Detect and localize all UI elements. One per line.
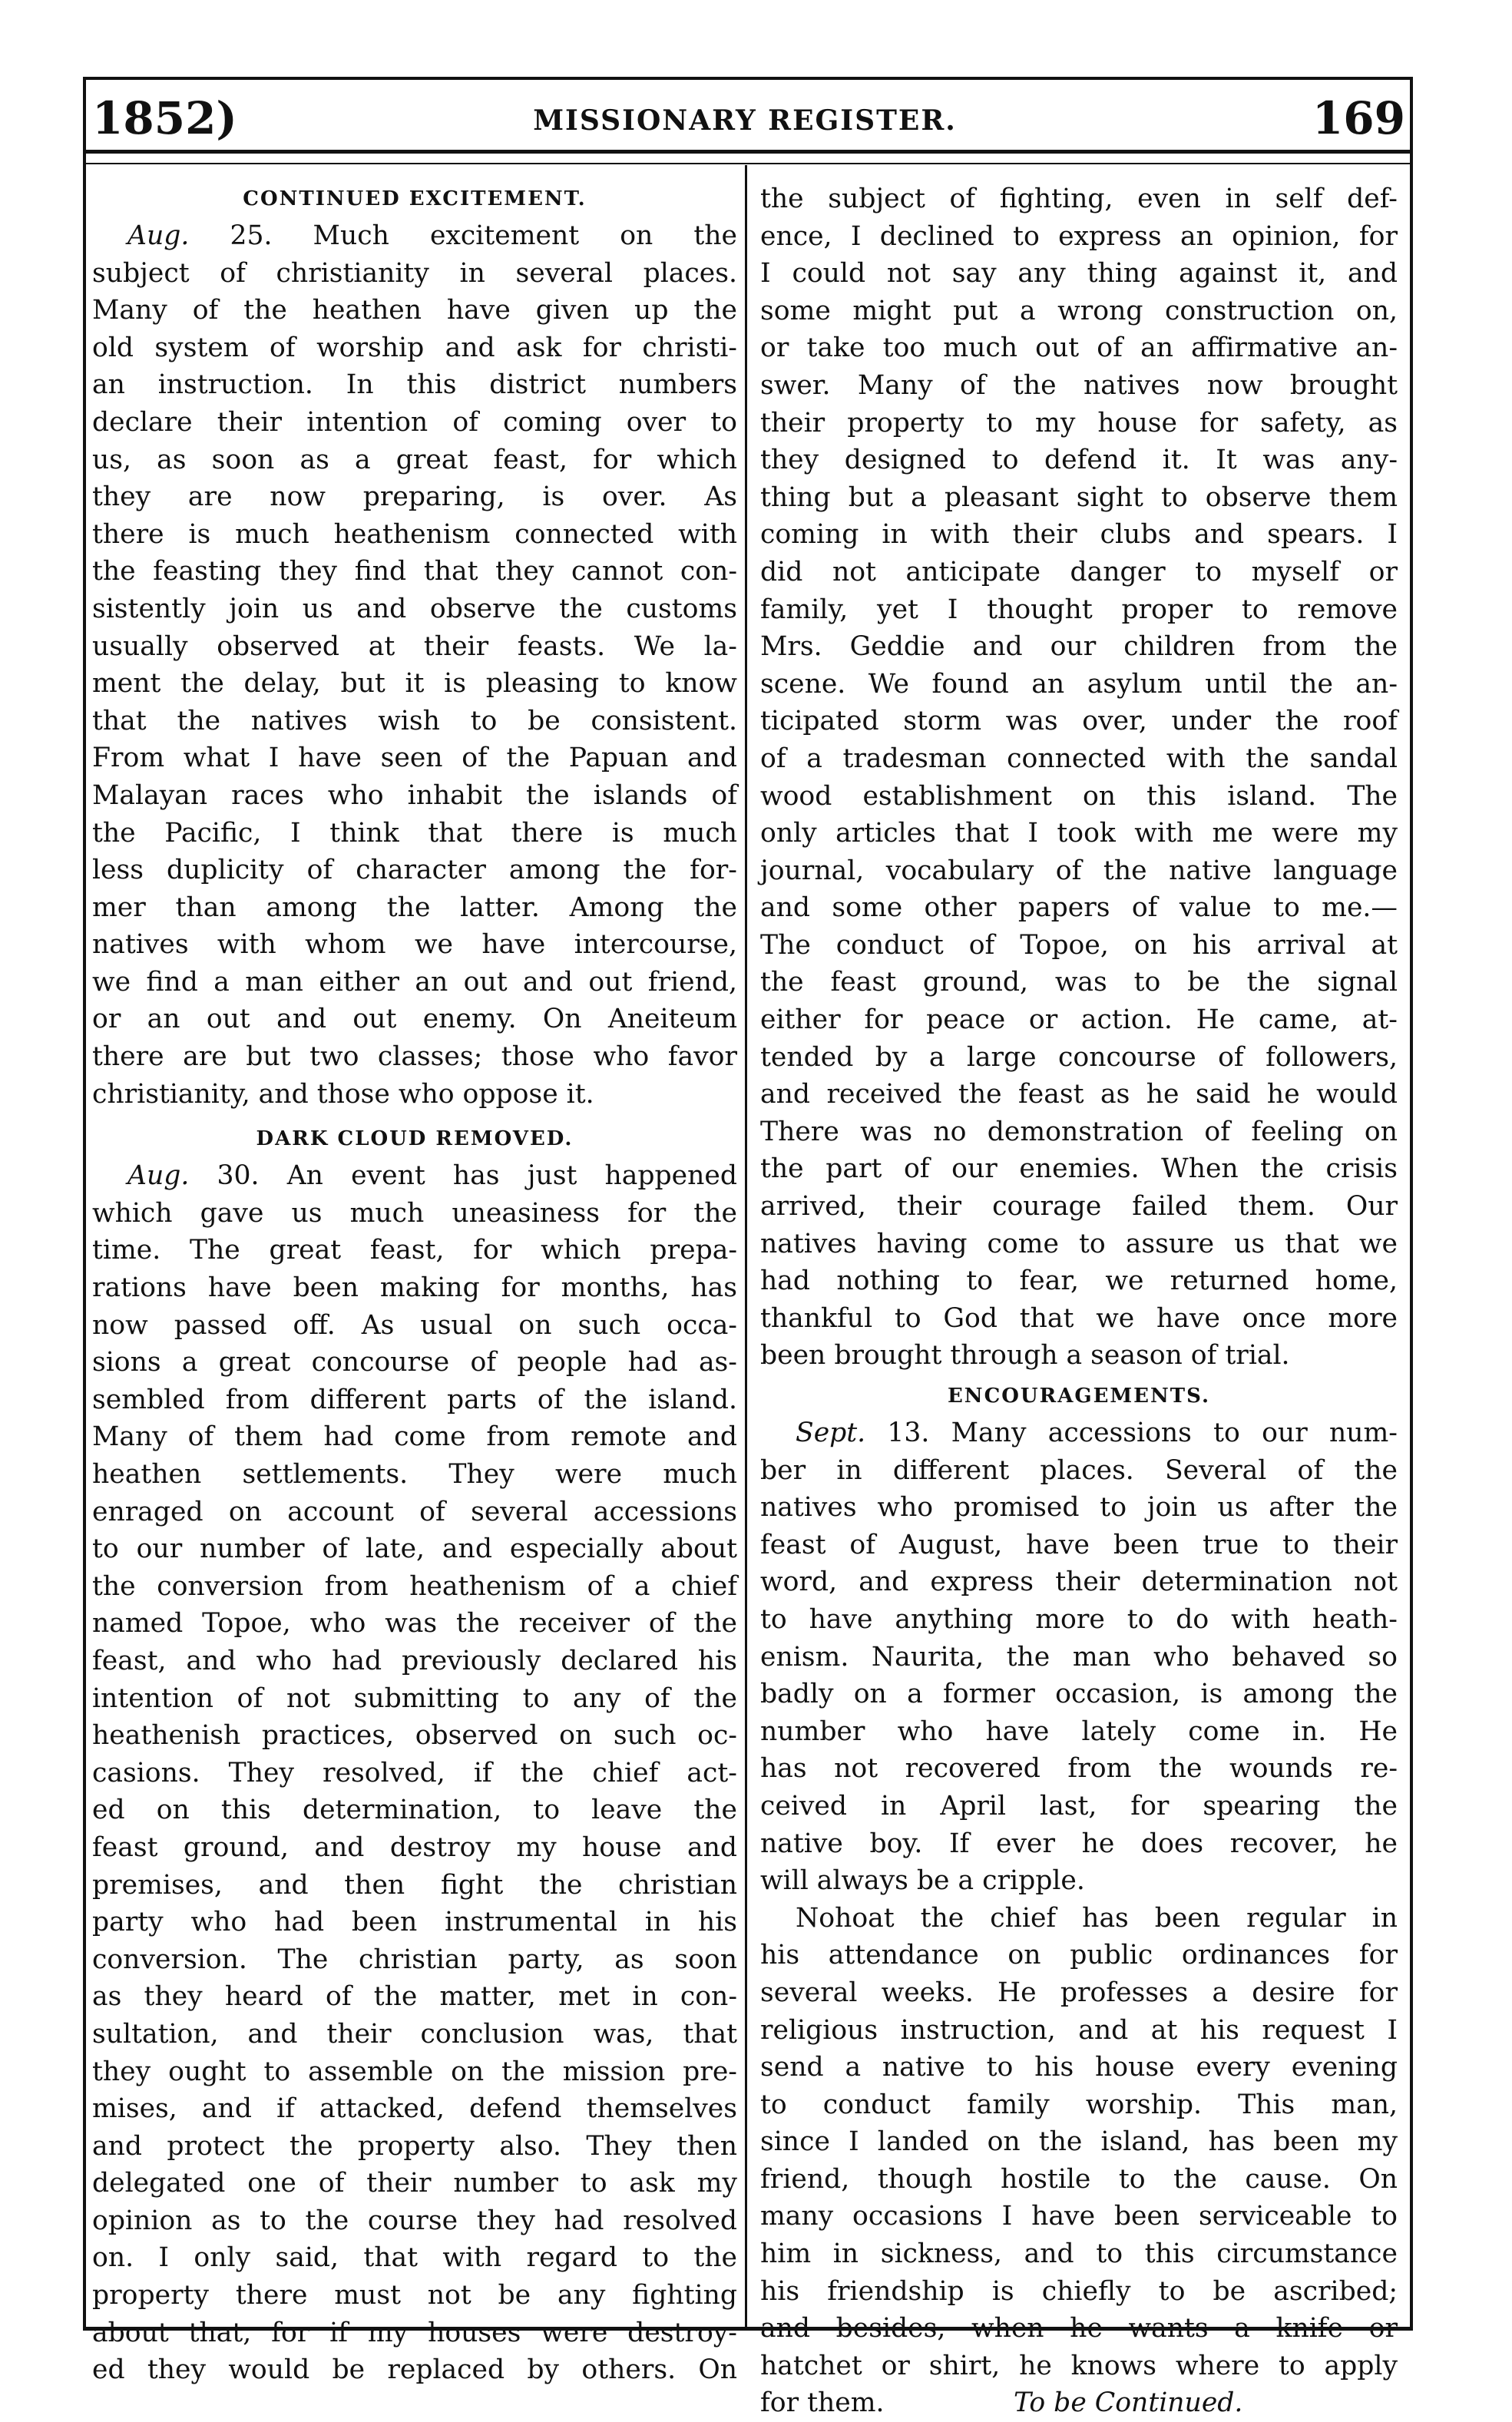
text-line: sions a great concourse of people had as- [92,1347,737,1378]
text-line: badly on a former occasion, is among the [760,1679,1398,1710]
text-line: thankful to God that we have once more [760,1302,1398,1334]
text-line: property there must not be any fighting [92,2280,737,2311]
text-line: they are now preparing, is over. As [92,481,737,513]
text-line: ed on this determination, to leave the [92,1795,737,1826]
text-line: us, as soon as a great feast, for which [92,444,737,475]
text-line: had nothing to fear, we returned home, [760,1266,1398,1297]
text-line: native boy. If ever he does recover, he [760,1828,1398,1859]
text-line: did not anticipate danger to myself or [760,556,1398,587]
text-line: that the natives wish to be consistent. [92,705,737,736]
text-line: feast of August, have been true to their [760,1529,1398,1560]
text-line: and received the feast as he said he would [760,1079,1398,1110]
text-line: family, yet I thought proper to remove [760,594,1398,625]
column-divider-rule [745,165,747,2327]
text-line: ceived in April last, for spearing the [760,1790,1398,1821]
continuation-paragraph [760,180,1398,1375]
text-line: to conduct family worship. This man, [760,2089,1398,2120]
text-line: send a native to his house every evening [760,2052,1398,2083]
text-line: I could not say any thing against it, and [760,258,1398,290]
text-line: as they heard of the matter, met in con- [92,1981,737,2013]
text-line: the feasting they find that they cannot con- [92,556,737,587]
text-line: tended by a large concourse of followers, [760,1041,1398,1073]
text-line: party who had been instrumental in his [92,1907,737,1938]
text-line: natives who promised to join us after the [760,1492,1398,1524]
text-line: christianity, and those who oppose it. [92,1078,594,1110]
text-line: declare their intention of coming over to [92,406,737,438]
text-line: or an out and out enemy. On Aneiteum [92,1004,737,1035]
text-line: and protect the property also. They then [92,2130,737,2162]
text-line: they designed to defend it. It was any- [760,445,1398,476]
text-line: feast, and who had previously declared his [92,1645,737,1676]
text-line: Sept. 13. Many accessions to our num- [796,1418,1398,1448]
header-rule-thin [84,163,1413,164]
text-line: friend, though hostile to the cause. On [760,2163,1398,2195]
text-line: Nohoat the chief has been regular in [796,1902,1398,1934]
text-line: Mrs. Geddie and our children from the [760,631,1398,663]
text-line: subject of christianity in several places. [92,257,737,289]
text-line: old system of worship and ask for christi- [92,332,737,363]
text-line: they ought to assemble on the mission pre- [92,2056,737,2087]
text-line: mer than among the latter. Among the [92,892,737,923]
text-line: ence, I declined to express an opinion, for [760,220,1398,252]
left-border-rule [83,77,86,2331]
text-line: mises, and if attacked, defend themselves [92,2093,737,2125]
text-line: we find a man either an out and out friend, [92,966,737,998]
section-body-encouragements-para2 [760,1900,1398,2422]
section-body-continued-excitement [92,217,737,1113]
text-line: an instruction. In this district numbers [92,369,737,401]
text-line: From what I have seen of the Papuan and [92,743,737,774]
text-line: Aug. 30. An event has just happened [127,1160,738,1192]
text-line: named Topoe, who was the receiver of the [92,1608,737,1639]
section-body-encouragements [760,1414,1398,1900]
text-line: the Pacific, I think that there is much [92,817,737,849]
text-line: since I landed on the island, has been my [760,2126,1398,2158]
text-line: delegated one of their number to ask my [92,2168,737,2199]
text-line: and some other papers of value to me.— [760,892,1398,924]
text-line: heathenish practices, observed on such oc- [92,1720,737,1752]
text-line: intention of not submitting to any of the [92,1682,737,1714]
text-line: the subject of fighting, even in self def- [760,184,1398,214]
text-line: natives with whom we have intercourse, [92,929,737,961]
text-line: opinion as to the course they had resolved [92,2205,737,2236]
text-line: and besides, when he wants a knife or [760,2313,1398,2344]
text-line: there is much heathenism connected with [92,518,737,550]
text-line: only articles that I took with me were my [760,818,1398,849]
text-line: many occasions I have been serviceable to [760,2201,1398,2232]
text-line: there are but two classes; those who favor [92,1041,737,1073]
text-line: Many of them had come from remote and [92,1421,737,1453]
header-year: 1852) [92,92,237,144]
text-line: feast ground, and destroy my house and [92,1831,737,1863]
text-line: hatchet or shirt, he knows where to apply [760,2350,1398,2381]
text-line: natives having come to assure us that we [760,1228,1398,1259]
text-line: less duplicity of character among the for- [92,855,737,886]
header-title: MISSIONARY REGISTER. [533,104,957,137]
text-line: usually observed at their feasts. We la- [92,630,737,662]
text-line: his friendship is chiefly to be ascribed; [760,2275,1398,2307]
text-line: ed they would be replaced by others. On [92,2354,737,2386]
text-line: now passed off. As usual on such occa- [92,1309,737,1341]
text-line: coming in with their clubs and spears. I [760,519,1398,551]
text-line: some might put a wrong construction on, [760,295,1398,326]
top-border-rule [84,77,1413,80]
text-line: has not recovered from the wounds re- [760,1753,1398,1785]
section-heading-dark-cloud-removed: DARK CLOUD REMOVED. [256,1127,574,1151]
text-line: thing but a pleasant sight to observe them [760,481,1398,513]
text-line: of a tradesman connected with the sandal [760,743,1398,774]
text-line: conversion. The christian party, as soon [92,1944,737,1975]
text-line: their property to my house for safety, as [760,407,1398,438]
text-line: sembled from different parts of the island. [92,1384,737,1415]
entry-date: Aug. [127,1160,217,1192]
header-page-number: 169 [1312,92,1405,144]
text-line: or take too much out of an affirmative an- [760,333,1398,364]
text-line: him in sickness, and to this circumstance [760,2238,1398,2270]
text-line: sultation, and their conclusion was, that [92,2018,737,2050]
section-heading-encouragements: ENCOURAGEMENTS. [947,1385,1210,1408]
text-line: journal, vocabulary of the native language [760,855,1398,886]
left-column [92,180,737,2389]
text-line: to have anything more to do with heath- [760,1603,1398,1635]
entry-date: Aug. [127,220,230,251]
text-line: the feast ground, was to be the signal [760,967,1398,998]
text-line: the part of our enemies. When the crisis [760,1153,1398,1185]
text-line: enraged on account of several accessions [92,1496,737,1527]
text-line: will always be a cripple. [760,1865,1085,1897]
to-be-continued: To be Continued. [1014,2387,1243,2419]
text-line: religious instruction, and at his request I [760,2014,1398,2046]
text-line: either for peace or action. He came, at- [760,1004,1398,1036]
text-line: There was no demonstration of feeling on [760,1116,1398,1147]
text-line: number who have lately come in. He [760,1716,1398,1747]
text-line: about that, for if my houses were destroy- [92,2317,737,2348]
text-line: Aug. 25. Much excitement on the [127,220,738,251]
text-line: sistently join us and observe the customs [92,593,737,624]
section-body-dark-cloud-removed [92,1157,737,2389]
text-line: arrived, their courage failed them. Our [760,1191,1398,1223]
page-header [84,92,1405,161]
text-line: on. I only said, that with regard to the [92,2242,737,2274]
text-line: his attendance on public ordinances for [760,1940,1398,1971]
right-border-rule [1410,77,1413,2331]
text-line: several weeks. He professes a desire for [760,1977,1398,2008]
text-line: swer. Many of the natives now brought [760,369,1398,401]
text-line: word, and express their determination not [760,1567,1398,1598]
entry-date: Sept. [796,1418,888,1448]
text-line: casions. They resolved, if the chief act- [92,1757,737,1788]
text-line: which gave us much uneasiness for the [92,1197,737,1229]
text-line: wood establishment on this island. The [760,780,1398,812]
section-heading-continued-excitement: CONTINUED EXCITEMENT. [243,187,587,210]
text-line: heathen settlements. They were much [92,1459,737,1490]
text-line: to our number of late, and especially about [92,1534,737,1565]
text-line: been brought through a season of trial. [760,1340,1290,1371]
text-line: Malayan races who inhabit the islands of [92,779,737,811]
text-line: ment the delay, but it is pleasing to know [92,668,737,700]
text-line: ticipated storm was over, under the roof [760,706,1398,737]
text-line: ber in different places. Several of the [760,1454,1398,1486]
text-line: Many of the heathen have given up the [92,295,737,326]
text-line: the conversion from heathenism of a chief [92,1570,737,1602]
text-line: time. The great feast, for which prepa- [92,1235,737,1266]
text-line: enism. Naurita, the man who behaved so [760,1641,1398,1673]
text-line: scene. We found an asylum until the an- [760,668,1398,700]
text-line: rations have been making for months, has [92,1272,737,1304]
text-line: The conduct of Topoe, on his arrival at [760,929,1398,961]
text-line: premises, and then fight the christian [92,1869,737,1901]
right-column [760,180,1398,2422]
text-line: for them. To be Continued. [760,2384,1398,2422]
